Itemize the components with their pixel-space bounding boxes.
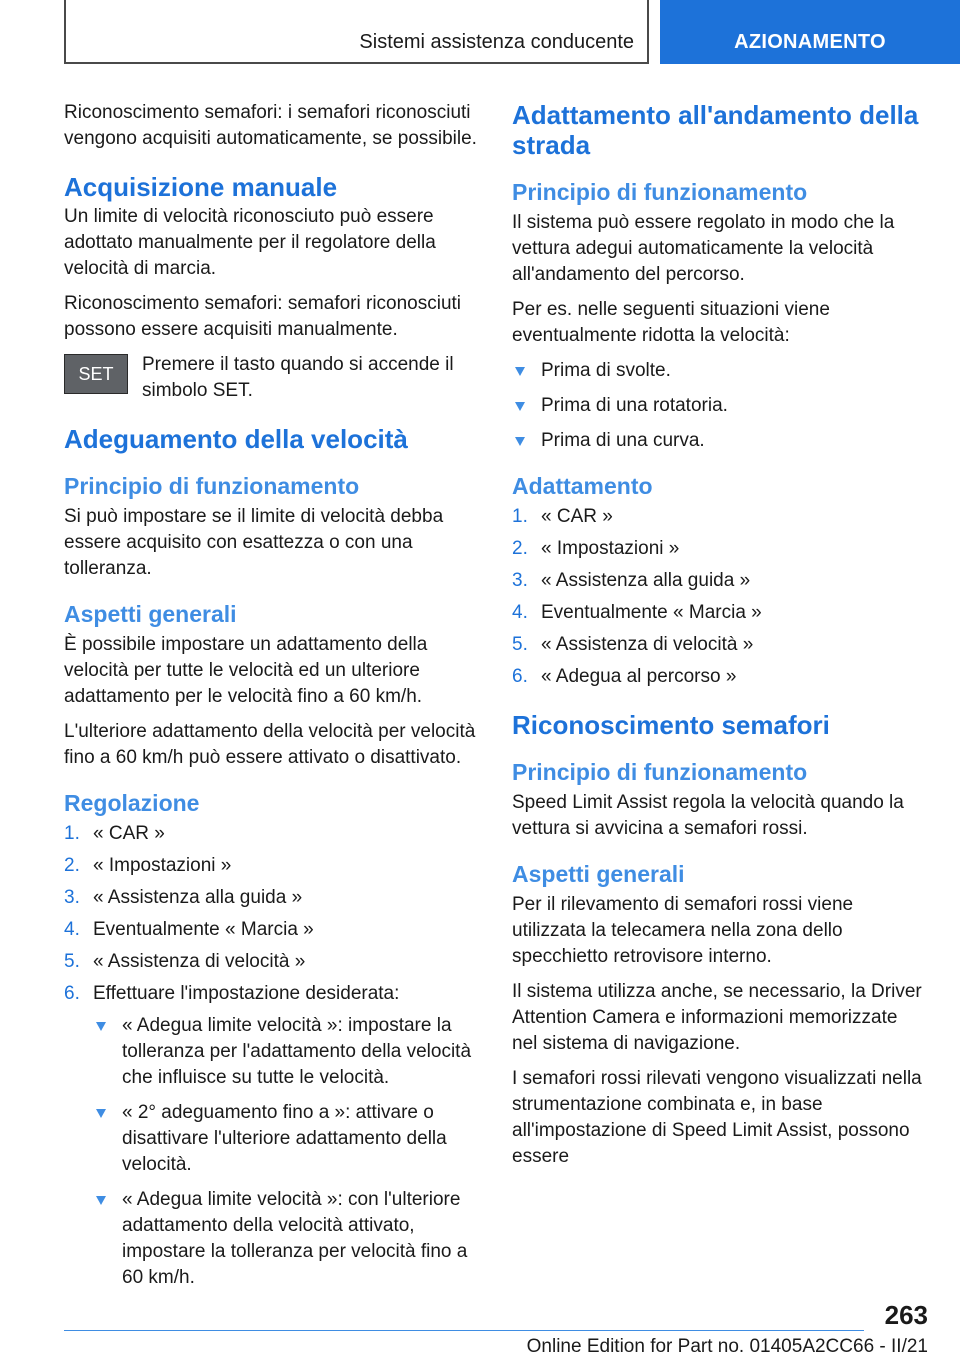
step-number: 5. <box>64 951 80 972</box>
step-number: 1. <box>64 823 80 844</box>
subheading-principle: Principio di funzionamento <box>64 473 360 499</box>
step-item <box>512 568 926 594</box>
step-number: 6. <box>512 666 528 687</box>
subheading-principle: Principio di funzionamento <box>512 759 808 785</box>
step-text: Effettuare l'impostazione desiderata: <box>93 983 400 1004</box>
bullet-item <box>512 358 926 384</box>
triangle-bullet-icon <box>515 437 525 446</box>
triangle-bullet-icon <box>96 1022 106 1031</box>
heading-manual-acquisition: Acquisizione manuale <box>64 172 338 202</box>
set-button-icon: SET <box>64 354 128 394</box>
adaptation-steps <box>512 504 926 690</box>
step-item <box>512 632 926 658</box>
paragraph: Riconoscimento semafori: i semafori riconosciuti vengono acquisiti automaticamente, se possibile. <box>64 102 477 149</box>
triangle-bullet-icon <box>515 402 525 411</box>
paragraph: Per il rilevamento di semafori rossi viene utilizzata la telecamera nella zona dello specchietto retrovisore interno. <box>512 894 854 967</box>
chapter-tab[interactable]: AZIONAMENTO <box>660 0 960 64</box>
subheading-adaptation: Adattamento <box>512 473 653 499</box>
paragraph: Si può impostare se il limite di velocità debba essere acquisito con esattezza o con una tolleranza. <box>64 506 444 579</box>
step-number: 3. <box>512 570 528 591</box>
step-number: 2. <box>512 538 528 559</box>
step-item <box>64 949 478 975</box>
paragraph: Riconoscimento semafori: semafori riconosciuti possono essere acquisiti manualmente. <box>64 293 462 340</box>
bullet-text: Prima di svolte. <box>541 360 671 381</box>
step-text: Eventualmente « Marcia » <box>541 602 762 623</box>
paragraph: È possibile impostare un adattamento della velocità per tutte le velocità ed un ulteriore adattamento per le velocità fino a 60 km/h. <box>64 634 428 707</box>
step-text: « Assistenza alla guida » <box>93 887 303 908</box>
paragraph: L'ulteriore adattamento della velocità per velocità fino a 60 km/h può essere attivato o disattivato. <box>64 721 476 768</box>
regulation-steps <box>64 821 478 1291</box>
heading-speed-adjustment: Adeguamento della velocità <box>64 424 408 454</box>
paragraph: Speed Limit Assist regola la velocità quando la vettura si avvicina a semafori rossi. <box>512 792 904 839</box>
paragraph: Per es. nelle seguenti situazioni viene eventualmente ridotta la velocità: <box>512 299 830 346</box>
step-item <box>64 853 478 879</box>
step-number: 6. <box>64 983 80 1004</box>
page-number: 263 <box>884 1300 928 1330</box>
paragraph: I semafori rossi rilevati vengono visualizzati nella strumentazione combinata e, in base all'impostazione di Speed Limit Assist, possono essere <box>512 1068 922 1167</box>
right-column <box>512 100 926 1179</box>
set-instruction <box>64 352 478 404</box>
step-item <box>64 821 478 847</box>
subheading-principle: Principio di funzionamento <box>512 179 808 205</box>
step-text: « Impostazioni » <box>93 855 232 876</box>
settings-sub-bullets <box>93 1013 478 1291</box>
bullet-item <box>93 1013 478 1091</box>
step-item <box>64 885 478 911</box>
bullet-text: « Adegua limite velocità »: impostare la tolleranza per l'adattamento della velocità che influisce su tutte le velocità. <box>122 1015 472 1088</box>
paragraph: Un limite di velocità riconosciuto può essere adottato manualmente per il regolatore della velocità di marcia. <box>64 206 436 279</box>
step-text: Eventualmente « Marcia » <box>93 919 314 940</box>
heading-road-adaptation: Adattamento all'andamento della strada <box>512 100 919 160</box>
step-number: 3. <box>64 887 80 908</box>
bullet-item <box>93 1187 478 1291</box>
step-number: 2. <box>64 855 80 876</box>
edition-footer: Online Edition for Part no. 01405A2CC66 - II/21 <box>526 1336 928 1357</box>
bullet-item <box>512 428 926 454</box>
subheading-regulation: Regolazione <box>64 790 200 816</box>
step-text: « Impostazioni » <box>541 538 680 559</box>
section-title: Sistemi assistenza conducente <box>359 31 634 53</box>
paragraph: Il sistema utilizza anche, se necessario, la Driver Attention Camera e informazioni memorizzate nel sistema di navigazione. <box>512 981 922 1054</box>
subheading-general: Aspetti generali <box>512 861 685 887</box>
step-text: « Assistenza di velocità » <box>541 634 754 655</box>
triangle-bullet-icon <box>96 1109 106 1118</box>
bullet-text: Prima di una rotatoria. <box>541 395 728 416</box>
subheading-general: Aspetti generali <box>64 601 237 627</box>
step-text: « CAR » <box>93 823 165 844</box>
bullet-text: « 2° adeguamento fino a »: attivare o disattivare l'ulteriore adattamento della velocità. <box>122 1102 447 1175</box>
heading-traffic-light-recognition: Riconoscimento semafori <box>512 710 830 740</box>
step-number: 4. <box>512 602 528 623</box>
triangle-bullet-icon <box>515 367 525 376</box>
step-item <box>64 917 478 943</box>
step-text: « CAR » <box>541 506 613 527</box>
bullet-text: « Adegua limite velocità »: con l'ulteriore adattamento della velocità attivato, impostare la tolleranza per velocità fino a 60 km/h. <box>122 1189 468 1288</box>
triangle-bullet-icon <box>96 1196 106 1205</box>
footer-divider <box>64 1330 864 1331</box>
step-item <box>512 536 926 562</box>
step-number: 1. <box>512 506 528 527</box>
step-item <box>64 981 478 1291</box>
set-instruction-text: Premere il tasto quando si accende il simbolo SET. <box>142 354 454 401</box>
step-text: « Assistenza di velocità » <box>93 951 306 972</box>
step-number: 5. <box>512 634 528 655</box>
situation-bullets <box>512 358 926 454</box>
step-item <box>512 664 926 690</box>
bullet-item <box>93 1100 478 1178</box>
step-text: « Assistenza alla guida » <box>541 570 751 591</box>
step-item <box>512 504 926 530</box>
bullet-text: Prima di una curva. <box>541 430 705 451</box>
paragraph: Il sistema può essere regolato in modo che la vettura adegui automaticamente la velocità all'andamento del percorso. <box>512 212 895 285</box>
step-text: « Adegua al percorso » <box>541 666 737 687</box>
step-number: 4. <box>64 919 80 940</box>
left-column <box>64 100 478 1300</box>
bullet-item <box>512 393 926 419</box>
step-item <box>512 600 926 626</box>
